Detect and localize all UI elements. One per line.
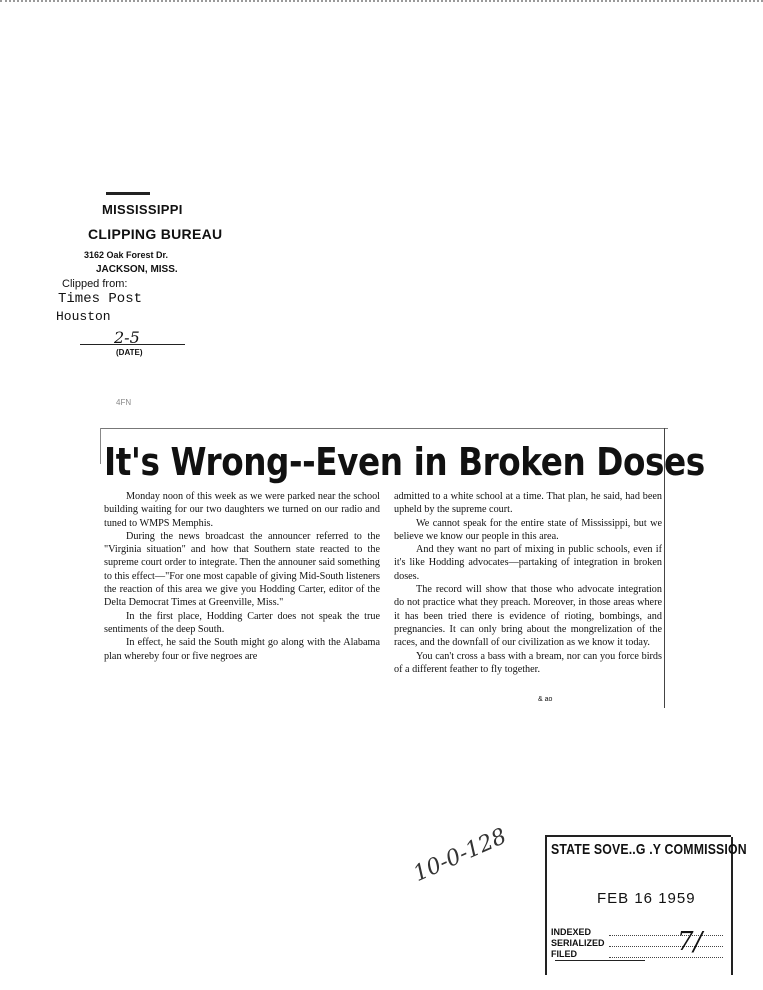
- stamp-date: FEB 16 1959: [597, 890, 696, 907]
- article-column-1: [104, 490, 380, 663]
- stamp-border-left: [545, 835, 547, 975]
- clipping-left-edge: [100, 428, 101, 464]
- date-line: [80, 344, 185, 345]
- stamp-field-line: [609, 946, 723, 947]
- date-label: (DATE): [116, 348, 143, 357]
- article-paragraph: admitted to a white school at a time. That plan, he said, had been upheld by the supreme court.: [394, 491, 662, 516]
- clipped-from-label: Clipped from:: [62, 278, 128, 290]
- stamp-bottom-bar: [555, 960, 645, 961]
- stamp-field-label: SERIALIZED: [551, 938, 605, 948]
- smudge-mark: 4FN: [116, 398, 132, 407]
- article-column-2: [394, 490, 662, 676]
- article-paragraph: Monday noon of this week as we were parked near the school building waiting for our two daughters we turned on our radio and tuned to WMPS Memphis.: [104, 491, 380, 529]
- article-paragraph: We cannot speak for the entire state of Mississippi, but we believe we know our people in this area.: [394, 517, 662, 542]
- source-paper-line1: Times Post: [58, 291, 143, 307]
- stamp-field-line: [609, 957, 723, 958]
- article-paragraph: The record will show that those who advocate integration do not practice what they preach. Moreover, in those areas where it has been tried there is evidence of rioting, bombings, and pregnancies. It can only bring about the mongrelization of the races, and the downfall of our civilization as we know it today.: [394, 584, 662, 649]
- stamp-title: STATE SOVE..G .Y COMMISSION: [551, 841, 747, 858]
- clipping-top-edge: [100, 428, 668, 429]
- bureau-address-street: 3162 Oak Forest Dr.: [84, 250, 169, 260]
- source-paper-line2: Houston: [56, 309, 111, 324]
- article-paragraph: In the first place, Hodding Carter does not speak the true sentiments of the deep South.: [104, 610, 380, 635]
- newspaper-clipping: [100, 428, 705, 708]
- bureau-name-line1: MISSISSIPPI: [102, 202, 183, 217]
- article-paragraph: You can't cross a bass with a bream, nor can you force birds of a different feather to fly together.: [394, 650, 662, 675]
- handwritten-file-number: 10-0-128: [409, 823, 511, 887]
- article-headline: It's Wrong--Even in Broken Doses: [104, 440, 705, 484]
- handwritten-initials: 7/: [677, 927, 703, 957]
- article-paragraph: In effect, he said the South might go along with the Alabama plan whereby four or five negroes are: [104, 637, 380, 662]
- article-paragraph: And they want no part of mixing in public schools, even if it's like Hodding advocates—partaking of integration in broken doses.: [394, 544, 662, 582]
- stamp-field-line: [609, 935, 723, 936]
- stamp-border-top: [545, 835, 731, 837]
- bureau-rule: [106, 192, 150, 195]
- stamp-field-label: INDEXED: [551, 927, 592, 937]
- stamp-field-label: FILED: [551, 949, 577, 959]
- bureau-name-line2: CLIPPING BUREAU: [88, 226, 223, 242]
- commission-received-stamp: [545, 835, 747, 975]
- handwritten-date: 2-5: [114, 328, 140, 347]
- article-paragraph: During the news broadcast the announcer referred to the "Virginia situation" and how that Southern state reacted to the supreme court order to integrate. Then the announer said something to this effect—"For one most capable of giving Mid-South listeners the reaction of this area we give you Hodding Carter, editor of the Delta Democrat Times at Greenville, Miss.": [104, 530, 380, 609]
- article-end-mark: & ao: [538, 696, 553, 703]
- bureau-address-city: JACKSON, MISS.: [96, 264, 178, 275]
- perforated-edge: [0, 0, 763, 2]
